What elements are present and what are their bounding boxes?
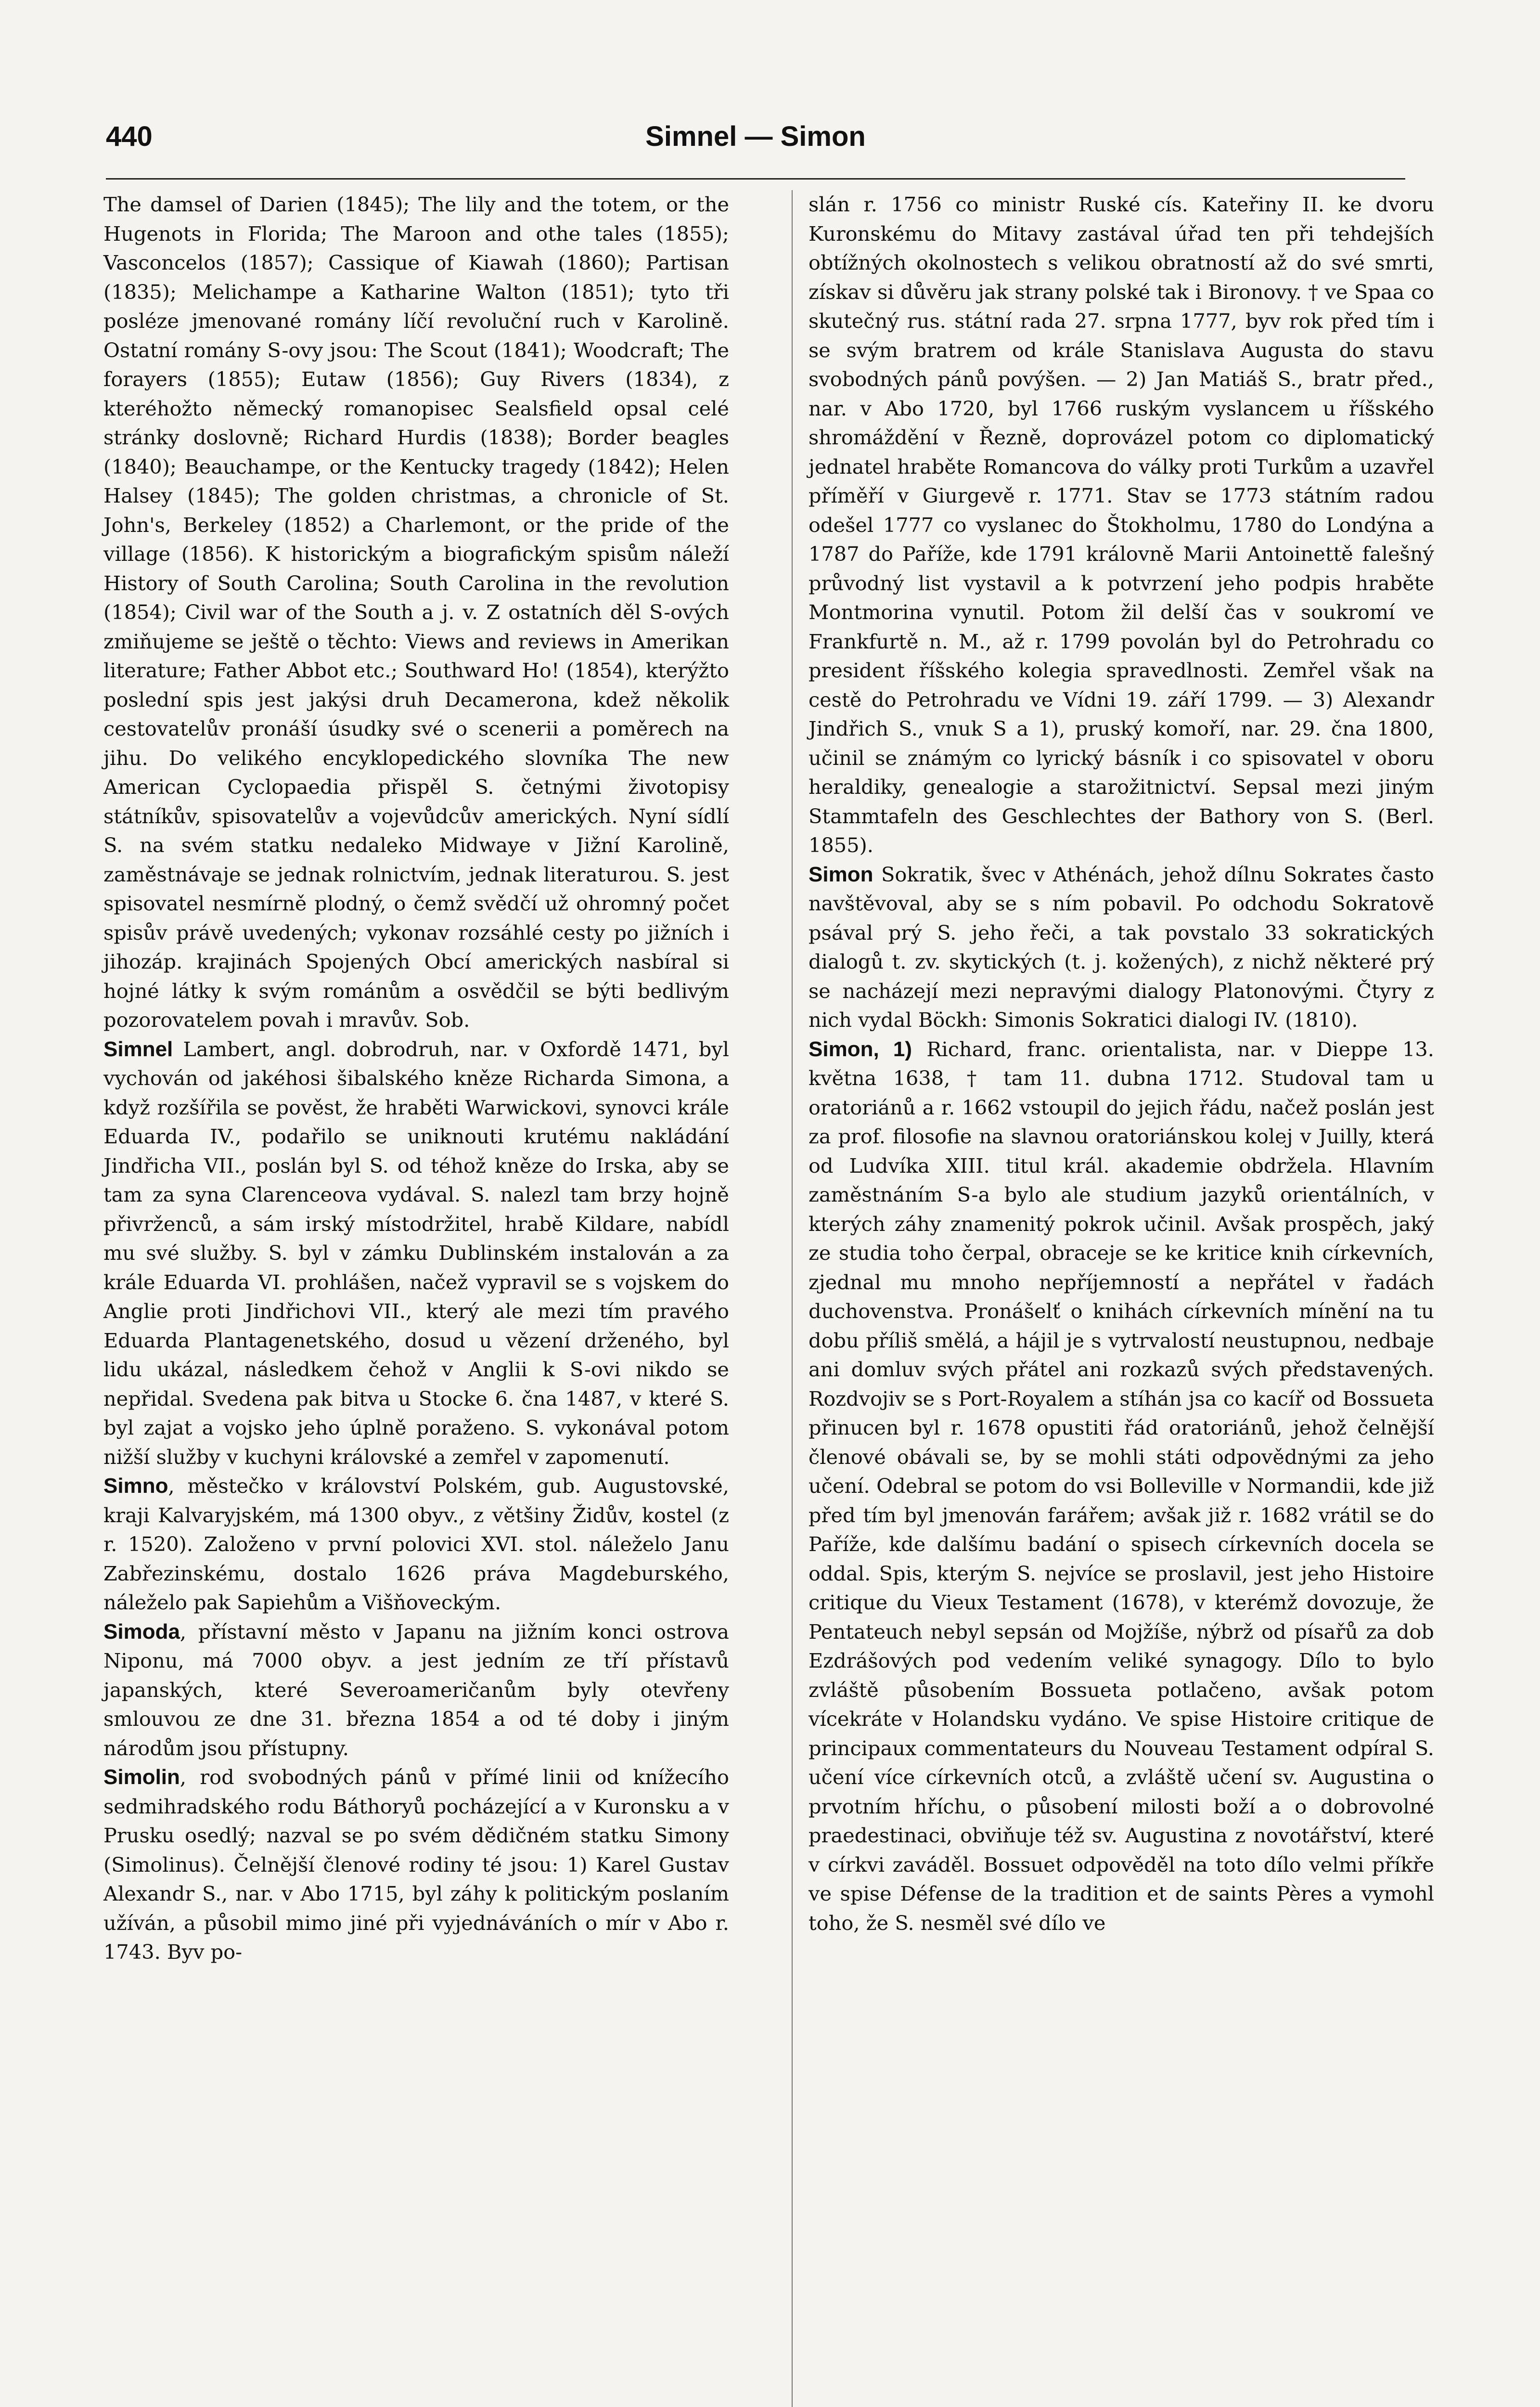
entry-headword: Simolin [103, 1765, 180, 1789]
entry-headword: Simno [103, 1474, 168, 1498]
entry-simnel [103, 1035, 729, 1472]
entry-text: Sokratik, švec v Athénách, jehož dílnu Sokrates často navštěvoval, aby se s ním pobavil. Po odchodu Sokratově psával prý S. jeho řeči, a tak povstalo 33 sokratických dialogů t. zv. skytických (t. j. kožených), z nichž některé prý se nacházejí mezi nepravými dialogy Platonovými. Čtyry z nich vydal Böckh: Simonis Sokratici dialogi IV. (1810). [808, 862, 1434, 1032]
entry-simoda [103, 1618, 729, 1763]
entry-simolin [103, 1763, 729, 1967]
entry-text: , přístavní město v Japanu na jižním konci ostrova Niponu, má 7000 obyv. a jest jedním ze tří přístavů japanských, které Severoameričanům byly otevřeny smlouvou ze dne 31. března 1854 a od té doby i jiným národům jsou přístupny. [103, 1619, 729, 1760]
entry-simms-continued [103, 190, 729, 1035]
entry-text: The damsel of Darien (1845); The lily and the totem, or the Hugenots in Florida; The Maroon and othe tales (1855); Vasconcelos (1857); Cassique of Kiawah (1860); Partisan (1835); Melichampe a Katharine Walton (1851); tyto tři posléze jmenované romány líčí revoluční ruch v Karolině. Ostatní romány S-ovy jsou: The Scout (1841); Woodcraft; The forayers (1855); Eutaw (1856); Guy Rivers (1834), z kteréhožto německý romanopisec Sealsfield opsal celé stránky doslovně; Richard Hurdis (1838); Border beagles (1840); Beauchampe, or the Kentucky tragedy (1842); Helen Halsey (1845); The golden christmas, a chronicle of St. John's, Berkeley (1852) a Charlemont, or the pride of the village (1856). K historickým a biografickým spisům náleží History of South Carolina; South Carolina in the revolution (1854); Civil war of the South a j. v. Z ostatních děl S-ových zmiňujeme se ještě o těchto: Views and reviews in Amerikan literature; Father Abbot etc.; Southward Ho! (1854), kterýžto poslední spis jest jakýsi druh Decamerona, kdež několik cestovatelův pronáší úsudky své o scenerii a poměrech na jihu. Do velikého encyklopedického slovníka The new American Cyclopaedia přispěl S. četnými životopisy státníkův, spisovatelův a vojevůdcův amerických. Nyní sídlí S. na svém statku nedaleko Midwaye v Jižní Karolině, zaměstnávaje se jednak rolnictvím, jednak literaturou. S. jest spisovatel nesmírně plodný, o čemž svědčí už ohromný počet spisův právě uvedených; vykonav rozsáhlé cesty po jižních i jihozáp. krajinách Spojených Obcí amerických nasbíral si hojné látky k svým románům a osvědčil se býti bedlivým pozorovatelem povah i mravův. Sob. [103, 193, 729, 1032]
entry-simon-sokratik [808, 860, 1434, 1035]
entry-headword: Simon [808, 862, 873, 886]
running-head: Simnel — Simon [645, 121, 866, 152]
header-rule [106, 178, 1405, 180]
entry-headword: Simnel [103, 1037, 173, 1061]
column-divider [792, 190, 793, 2407]
entry-simno [103, 1472, 729, 1618]
entry-text: Lambert, angl. dobrodruh, nar. v Oxfordě 1471, byl vychován od jakéhosi šibalského kněze Richarda Simona, a když rozšířila se pověst, že hraběti Warwickovi, synovci krále Eduarda IV., podařilo se uniknouti krutému nakládání Jindřicha VII., poslán byl S. od téhož kněze do Irska, aby se tam za syna Clarenceova vydával. S. nalezl tam brzy hojně přivrženců, a sám irský místodržitel, hrabě Kildare, nabídl mu své služby. S. byl v zámku Dublinském instalován a za krále Eduarda VI. prohlášen, načež vypravil se s vojskem do Anglie proti Jindřichovi VII., který ale mezi tím pravého Eduarda Plantagenetského, dosud u vězení drženého, byl lidu ukázal, následkem čehož v Anglii k S-ovi nikdo se nepřidal. Svedena pak bitva u Stocke 6. čna 1487, v které S. byl zajat a vojsko jeho úplně poraženo. S. vykonával potom nižší služby v kuchyni královské a zemřel v zapomenutí. [103, 1037, 729, 1469]
entry-headword: Simon, 1) [808, 1037, 912, 1061]
page-header [106, 120, 1405, 159]
entry-headword: Simoda [103, 1619, 180, 1643]
left-column [103, 190, 729, 1967]
entry-text: , rod svobodných pánů v přímé linii od knížecího sedmihradského rodu Báthoryů pocházející a v Kuronsku a v Prusku osedlý; nazval se po svém dědičném statku Simony (Simolinus). Čelnější členové rodiny té jsou: 1) Karel Gustav Alexandr S., nar. v Abo 1715, byl záhy k politickým poslaním užíván, a působil mimo jiné při vyjednáváních o mír v Abo r. 1743. Byv po- [103, 1765, 729, 1964]
entry-simolin-continued [808, 190, 1434, 860]
page-number: 440 [106, 121, 153, 152]
entry-text: , městečko v království Polském, gub. Augustovské, kraji Kalvaryjském, má 1300 obyv., z většiny Židův, kostel (z r. 1520). Založeno v první polovici XVI. stol. náleželo Janu Zabřezinskému, dostalo 1626 práva Magdeburského, náleželo pak Sapiehům a Višňoveckým. [103, 1474, 729, 1614]
entry-text: Richard, franc. orientalista, nar. v Dieppe 13. května 1638, † tam 11. dubna 1712. Studoval tam u oratoriánů a r. 1662 vstoupil do jejich řádu, načež poslán jest za prof. filosofie na slavnou oratoriánskou kolej v Juilly, která od Ludvíka XIII. titul král. akademie obdržela. Hlavním zaměstnáním S-a bylo ale studium jazyků orientálních, v kterých záhy znamenitý pokrok učinil. Avšak prospěch, jaký ze studia toho čerpal, obraceje se ke kritice knih církevních, zjednal mu mnoho nepříjemností a nepřátel v řadách duchovenstva. Pronášelť o knihách církevních mínění na tu dobu příliš smělá, a hájil je s vytrvalostí neustupnou, nedbaje ani domluv svých přátel ani rozkazů svých představených. Rozdvojiv se s Port-Royalem a stíhán jsa co kacíř od Bossueta přinucen byl r. 1678 opustiti řád oratoriánů, jehož čelnější členové obávali se, by se mohli státi odpovědnými za jeho učení. Odebral se potom do vsi Bolleville v Normandii, kde již před tím byl jmenován farářem; avšak již r. 1682 vrátil se do Paříže, kde dalšímu badání o spisech církevních docela se oddal. Spis, kterým S. nejvíce se proslavil, jest jeho Histoire critique du Vieux Testament (1678), v kterémž dovozuje, že Pentateuch nebyl sepsán od Mojžíše, nýbrž od písařů za dob Ezdrášových pod vedením veliké synagogy. Dílo to bylo zvláště působením Bossueta potlačeno, avšak potom vícekráte v Holandsku vydáno. Ve spise Histoire critique de principaux commentateurs du Nouveau Testament odpíral S. učení více církevních otců, a zvláště učení sv. Augustina o prvotním hříchu, o působení milosti boží a o dobrovolné praedestinaci, obviňuje též sv. Augustina z novotářství, které v církvi zaváděl. Bossuet odpověděl na toto dílo velmi příkře ve spise Défense de la tradition et de saints Pères a vymohl toho, že S. nesměl své dílo ve [808, 1037, 1434, 1935]
entry-text: slán r. 1756 co ministr Ruské cís. Kateřiny II. ke dvoru Kuronskému do Mitavy zastával úřad ten při tehdejších obtížných okolnostech s velikou obratností až do své smrti, získav si důvěru jak strany polské tak i Bironovy. † ve Spaa co skutečný rus. státní rada 27. srpna 1777, byv rok před tím i se svým bratrem od krále Stanislava Augusta do stavu svobodných pánů povýšen. — 2) Jan Matiáš S., bratr před., nar. v Abo 1720, byl 1766 ruským vyslancem u říšského shromáždění v Řezně, doprovázel potom co diplomatický jednatel hraběte Romancova do války proti Turkům a uzavřel příměří v Giurgevě r. 1771. Stav se 1773 státním radou odešel 1777 co vyslanec do Štokholmu, 1780 do Londýna a 1787 do Paříže, kde 1791 královně Marii Antoinettě falešný průvodný list vystavil a k potvrzení jeho podpis hraběte Montmorina vynutil. Potom žil delší čas v soukromí ve Frankfurtě n. M., až r. 1799 povolán byl do Petrohradu co president říšského kolegia spravedlnosti. Zemřel však na cestě do Petrohradu ve Vídni 19. září 1799. — 3) Alexandr Jindřich S., vnuk S a 1), pruský komoří, nar. 29. čna 1800, učinil se známým co lyrický básník i co spisovatel v oboru heraldiky, genealogie a starožitnictví. Sepsal mezi jiným Stammtafeln des Geschlechtes der Bathory von S. (Berl. 1855). [808, 193, 1434, 857]
entry-simon-richard [808, 1035, 1434, 1938]
right-column [808, 190, 1434, 1938]
